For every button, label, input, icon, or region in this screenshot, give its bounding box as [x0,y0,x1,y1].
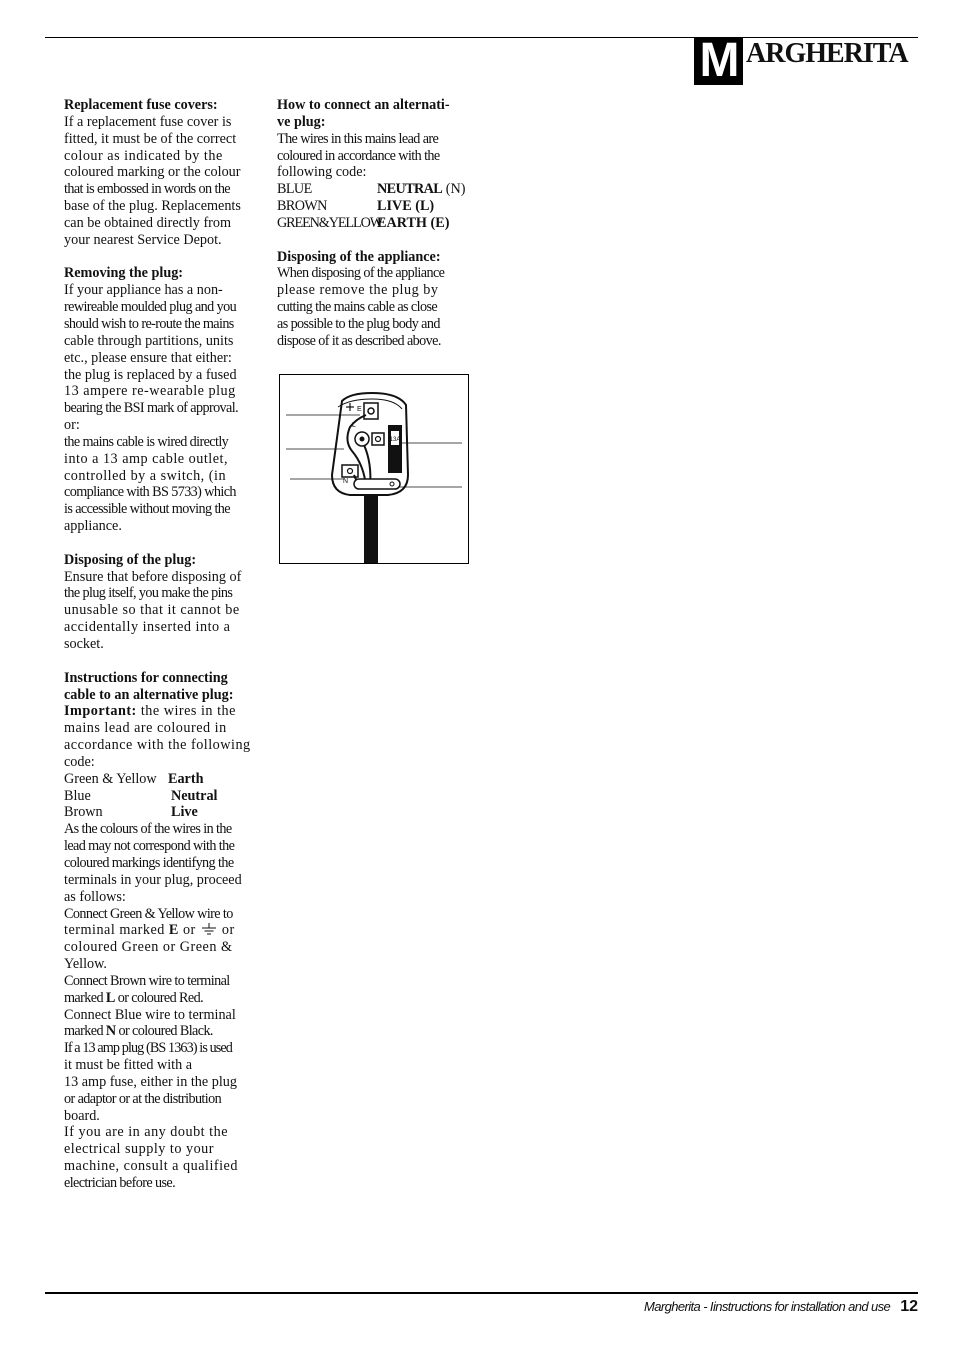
code-suffix: (N) [442,181,466,198]
text-line: electrical supply to your [64,1141,214,1158]
code-row [277,198,473,215]
important-label: Important: [64,703,137,720]
text-line: the plug is replaced by a fused [64,366,237,383]
text-line: electrician before use. [64,1175,176,1191]
code-row [64,788,259,805]
text-line: coloured Green or Green & [64,939,233,956]
text-line: into a 13 amp cable outlet, [64,450,228,467]
code-colour: Brown [64,804,103,821]
instructions-heading-cont: cable to an alternative plug: [64,686,234,703]
text-span: or [217,922,235,939]
text-line: or: [64,417,80,434]
right-column [277,97,473,350]
text-line: Connect Brown wire to terminal [64,972,230,989]
code-row [64,771,259,788]
fuse-covers-heading: Replacement fuse covers: [64,97,218,113]
page-number: 12 [900,1298,918,1315]
live-terminal-block [372,433,384,445]
text-line: If a 13 amp plug (BS 1363) is used [64,1040,233,1057]
alternative-plug-heading-cont: ve plug: [277,113,326,130]
neutral-terminal [342,465,358,477]
instructions-heading: Instructions for connecting [64,669,228,686]
text-line: rewireable moulded plug and you [64,299,237,316]
text-span: or coloured Red. [114,989,204,1006]
earth-terminal-line [64,922,259,939]
code-meaning: EARTH (E) [377,214,450,231]
text-span: marked [64,989,106,1006]
text-line: terminals in your plug, proceed [64,871,242,888]
text-line: As the colours of the wires in the [64,821,232,838]
code-colour: GREEN&YELLOW [277,214,383,231]
fuse-rating-label: 13A [389,437,401,443]
cord-grip [354,479,400,489]
text-line: base of the plug. Replacements [64,198,241,215]
disposing-plug-heading: Disposing of the plug: [64,551,197,568]
text-line: board. [64,1107,100,1124]
text-line: lead may not correspond with the [64,838,235,855]
code-meaning: LIVE (L) [377,198,435,215]
text-line: mains lead are coloured in [64,720,227,737]
important-line [64,703,259,720]
terminal-letter: L [105,989,115,1006]
text-line: coloured markings identifyng the [64,854,234,871]
earth-symbol-icon [200,923,218,935]
text-line: the plug itself, you make the pins [64,585,233,602]
text-line: should wish to re-route the mains [64,315,234,332]
code-meaning: Earth [168,770,204,787]
page-footer [644,1298,918,1316]
text-line: can be obtained directly from [64,214,232,231]
disposing-appliance-heading: Disposing of the appliance: [277,248,441,265]
text-line: If your appliance has a non- [64,282,223,299]
text-line: 13 amp fuse, either in the plug [64,1073,237,1090]
plug-wiring-diagram [279,374,469,564]
text-line: following code: [277,164,367,181]
text-span: or coloured Black. [115,1023,213,1040]
text-line: Connect Green & Yellow wire to [64,905,233,922]
text-line: compliance with BS 5733) which [64,484,236,501]
code-row [64,804,259,821]
text-line: If you are in any doubt the [64,1124,228,1141]
text-line: controlled by a switch, (in [64,467,227,484]
terminal-letter: N [105,1023,116,1040]
text-line: unusable so that it cannot be [64,602,240,619]
text-line: coloured in accordance with the [277,147,440,164]
text-span: marked [64,1023,106,1040]
text-line: cutting the mains cable as close [277,299,438,316]
left-column [64,97,259,1192]
earth-screw [368,408,374,414]
text-line: dispose of it as described above. [277,332,441,349]
text-line: code: [64,753,95,770]
text-line: the mains cable is wired directly [64,433,229,450]
footer-rule [45,1292,918,1294]
code-colour: Green & Yellow [64,770,157,787]
terminal-letter: E [168,922,179,939]
text-line: as follows: [64,888,126,905]
text-line: When disposing of the appliance [277,265,445,282]
text-line: Yellow. [64,956,107,973]
code-row [277,215,473,232]
text-line: The wires in this mains lead are [277,130,439,147]
mains-cable [364,490,378,563]
important-text: the wires in the [136,703,236,720]
neutral-terminal-label: N [343,478,349,485]
text-line: appliance. [64,518,122,535]
text-span: or [178,922,200,939]
text-line: is accessible without moving the [64,501,230,518]
removing-plug-heading: Removing the plug: [64,265,184,282]
text-line: as possible to the plug body and [277,315,440,332]
plug-diagram-svg [280,375,468,563]
text-line: fitted, it must be of the correct [64,130,237,147]
code-meaning: NEUTRAL [377,181,443,198]
alternative-plug-heading: How to connect an alternati- [277,97,450,113]
text-line: Ensure that before disposing of [64,568,242,585]
live-terminal-line [64,990,259,1007]
code-meaning: Neutral [171,787,218,804]
text-line: 13 ampere re-wearable plug [64,383,236,400]
text-line: Connect Blue wire to terminal [64,1006,236,1023]
text-line: it must be fitted with a [64,1057,193,1074]
text-line: or adaptor or at the distribution [64,1090,222,1107]
code-colour: BROWN [277,198,327,215]
code-meaning: Live [171,804,198,821]
text-line: your nearest Service Depot. [64,231,222,248]
live-screw [360,437,365,442]
text-line: machine, consult a qualified [64,1158,238,1175]
text-line: that is embossed in words on the [64,181,231,198]
text-line: socket. [64,636,104,652]
text-line: etc., please ensure that either: [64,349,232,366]
text-line: bearing the BSI mark of approval. [64,400,239,417]
code-colour: BLUE [277,181,312,198]
text-line: cable through partitions, units [64,332,234,349]
text-line: please remove the plug by [277,282,439,299]
text-line: If a replacement fuse cover is [64,113,232,130]
text-span: terminal marked [64,922,169,939]
code-row [277,181,473,198]
brand-wordmark: ARGHERITA [746,38,908,69]
code-colour: Blue [64,787,91,804]
footer-caption: Margherita - Iinstructions for installation and use [644,1299,891,1314]
text-line: accordance with the following [64,737,251,754]
brand-initial-box: M [694,37,743,85]
text-line: accidentally inserted into a [64,619,231,636]
text-line: colour as indicated by the [64,147,223,164]
earth-terminal-label: E [357,406,362,413]
neutral-terminal-line [64,1023,259,1040]
text-line: coloured marking or the colour [64,164,241,181]
live-terminal-label: L [352,422,356,429]
